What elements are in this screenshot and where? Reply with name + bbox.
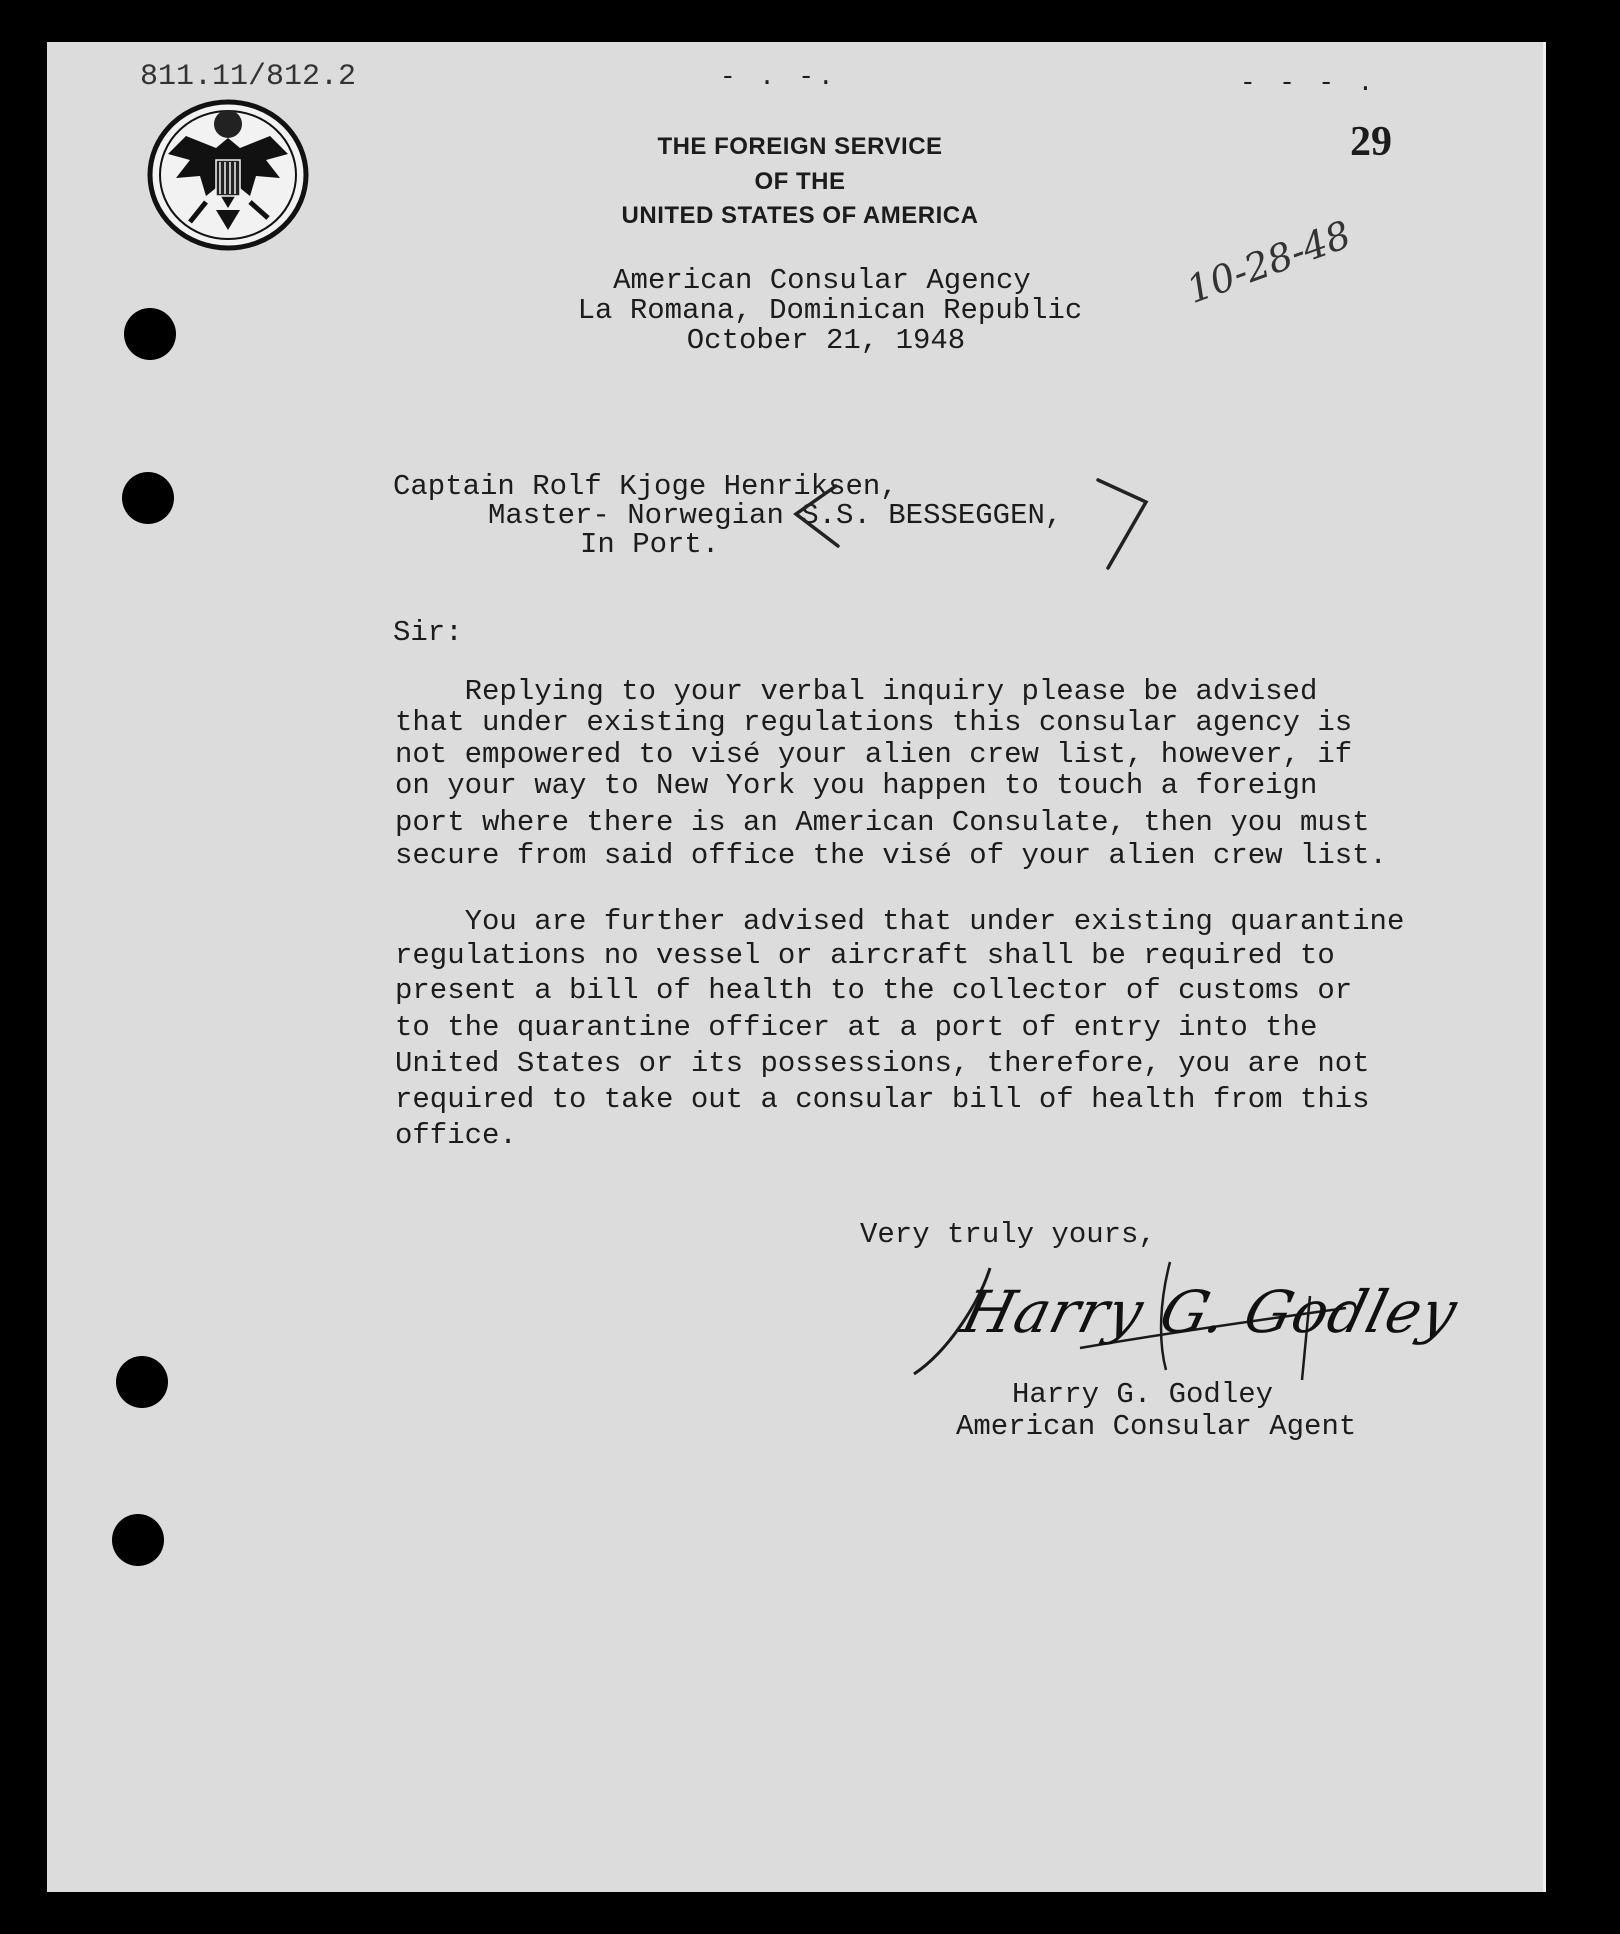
body-paragraph-2-line: required to take out a consular bill of health from this (395, 1083, 1370, 1116)
page-number: 29 (1350, 119, 1392, 165)
punch-hole (124, 308, 176, 360)
handwritten-brackets (780, 474, 1160, 574)
signer-title: American Consular Agent (956, 1410, 1357, 1443)
punch-hole (122, 472, 174, 524)
header-marks: - . -. (720, 62, 838, 92)
signer-name: Harry G. Godley (1012, 1378, 1274, 1411)
letter-date: October 21, 1948 (686, 324, 966, 357)
body-paragraph-2-line: United States or its possessions, therefore, you are not (395, 1047, 1370, 1080)
sender-agency: American Consular Agency (613, 264, 1031, 297)
addressee-line3: In Port. (580, 528, 720, 561)
body-paragraph-1-line: port where there is an American Consulate, then you must (395, 806, 1370, 839)
body-paragraph-2-line: regulations no vessel or aircraft shall be required to (395, 939, 1335, 972)
sender-location: La Romana, Dominican Republic (577, 294, 1083, 327)
service-heading-line3: UNITED STATES OF AMERICA (621, 202, 979, 229)
punch-hole (116, 1356, 168, 1408)
addressee-line2: Master- Norwegian S.S. BESSEGGEN, (488, 499, 1063, 532)
body-paragraph-2-line: office. (395, 1119, 517, 1152)
body-paragraph-2-line: present a bill of health to the collector of customs or (395, 974, 1353, 1007)
handwritten-date: 10-28-48 (1180, 212, 1357, 312)
file-number: 811.11/812.2 (140, 60, 357, 94)
valediction: Very truly yours, (860, 1218, 1156, 1251)
service-heading-line2: OF THE (754, 168, 846, 195)
great-seal-eagle-icon (146, 98, 310, 252)
body-paragraph-1-line: on your way to New York you happen to touch a foreign (395, 769, 1318, 802)
salutation: Sir: (393, 616, 463, 649)
addressee-line1: Captain Rolf Kjoge Henriksen, (393, 470, 898, 503)
body-paragraph-1-line: secure from said office the visé of your alien crew list. (395, 839, 1387, 872)
header-marks: - - - . (1240, 68, 1378, 98)
punch-hole (112, 1514, 164, 1566)
body-paragraph-1-line: that under existing regulations this consular agency is (395, 706, 1353, 739)
body-paragraph-2-line: to the quarantine officer at a port of entry into the (395, 1011, 1318, 1044)
service-heading-line1: THE FOREIGN SERVICE (657, 133, 943, 160)
body-paragraph-1-line: Replying to your verbal inquiry please be advised (395, 675, 1318, 708)
handwritten-signature: Harry G. Godley (910, 1240, 1350, 1390)
body-paragraph-2-line: You are further advised that under existing quarantine (395, 905, 1405, 938)
body-paragraph-1-line: not empowered to visé your alien crew list, however, if (395, 738, 1353, 771)
